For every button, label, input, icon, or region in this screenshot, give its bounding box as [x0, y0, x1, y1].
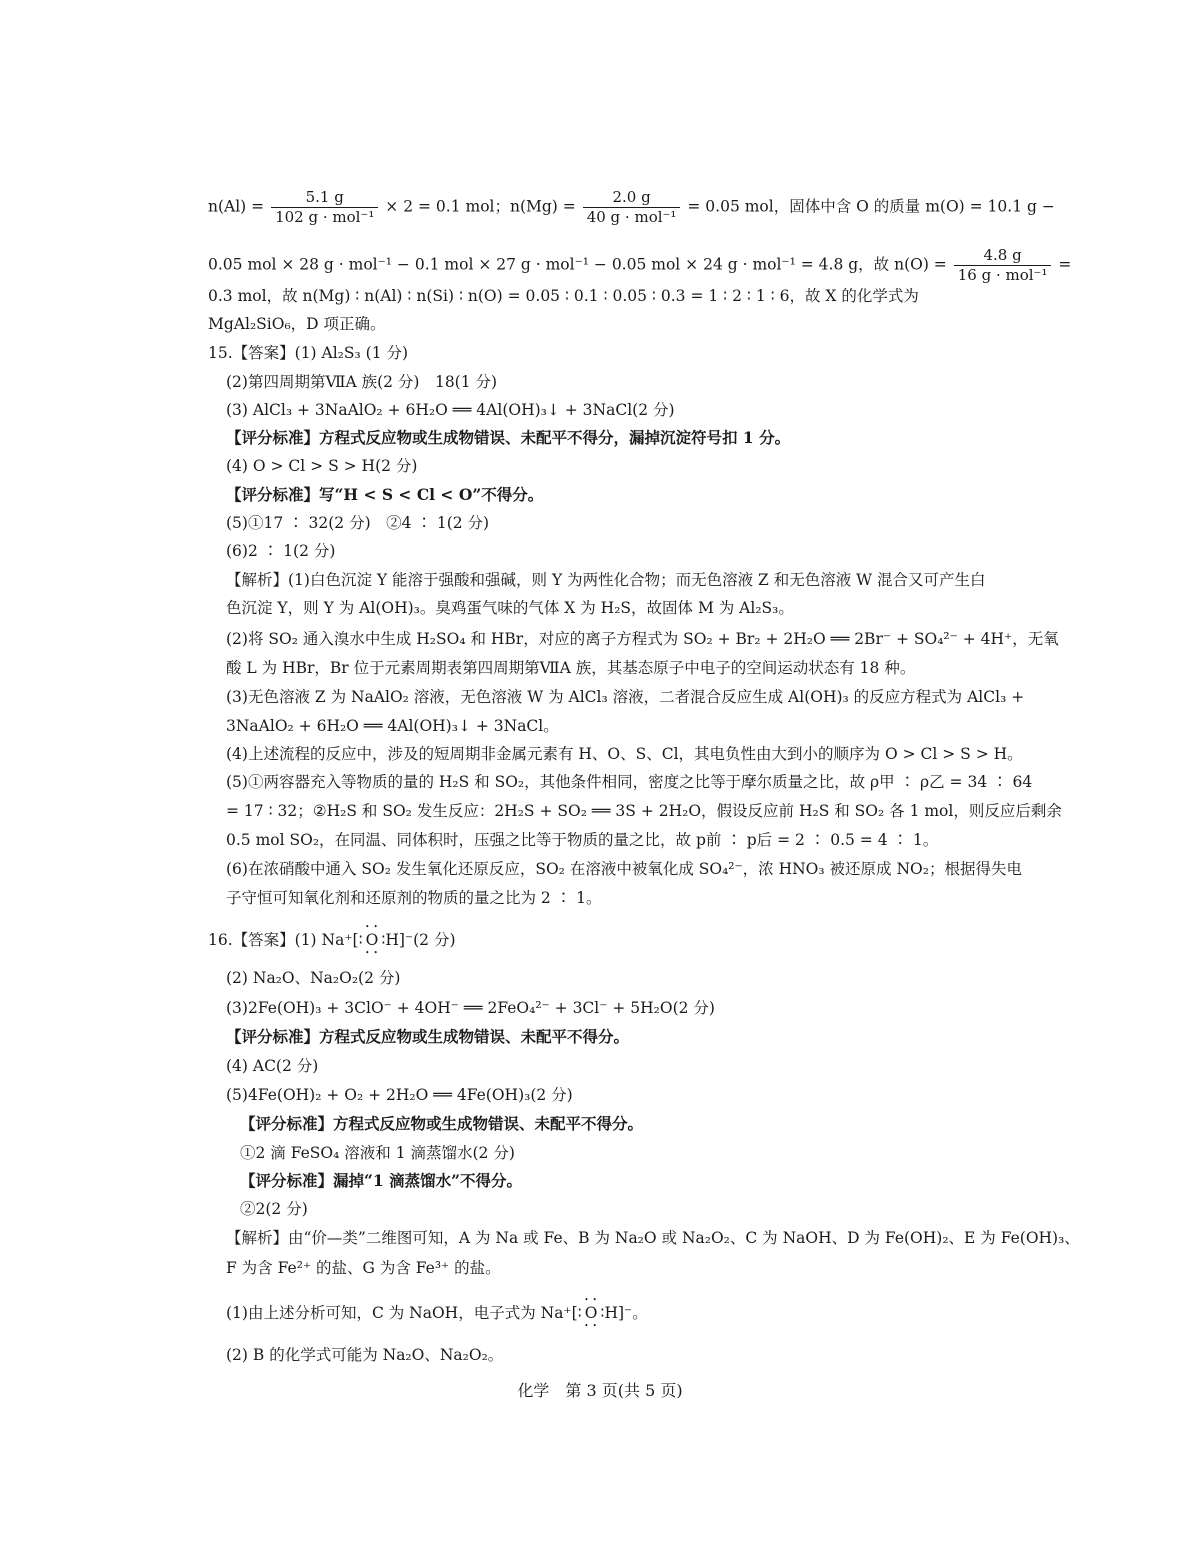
q15-analysis-2: (2)将 SO₂ 通入溴水中生成 H₂SO₄ 和 HBr，对应的离子方程式为 SO₂ + Br₂ + 2H₂O ══ 2Br⁻ + SO₄²⁻ + 4H⁺，无氧: [226, 630, 1059, 648]
q16-scoring-2: 【评分标准】方程式反应物或生成物错误、未配平不得分。: [240, 1114, 644, 1133]
q15-analysis-3b: 3NaAlO₂ + 6H₂O ══ 4Al(OH)₃↓ + 3NaCl。: [226, 717, 559, 735]
calc-text: =: [1053, 255, 1072, 274]
q16-part4: (4) AC(2 分): [226, 1057, 319, 1075]
q16-analysis-2: [226, 1303, 648, 1323]
q16-analysis-1b: F 为含 Fe²⁺ 的盐、G 为含 Fe³⁺ 的盐。: [226, 1259, 501, 1277]
q16-part5b: ②2(2 分): [240, 1200, 308, 1218]
calc-text: × 2 = 0.1 mol；n(Mg) =: [380, 197, 581, 216]
calc-line-4: MgAl₂SiO₆，D 项正确。: [208, 315, 386, 333]
q15-part6: (6)2 ∶ 1(2 分): [226, 542, 336, 560]
fraction-al: [271, 188, 378, 227]
fraction-mg: [583, 188, 681, 227]
q15-analysis-5b: = 17 ∶ 32；②H₂S 和 SO₂ 发生反应：2H₂S + SO₂ ══ 3S + 2H₂O，假设反应前 H₂S 和 SO₂ 各 1 mol，则反应后剩余: [226, 802, 1062, 820]
calc-text: n(Al) =: [208, 197, 270, 216]
calc-text: 0.05 mol × 28 g · mol⁻¹ − 0.1 mol × 27 g · mol⁻¹ − 0.05 mol × 24 g · mol⁻¹ = 4.8 g，故 n(O) =: [208, 255, 952, 274]
q15-analysis-1: 【解析】(1)白色沉淀 Y 能溶于强酸和强碱，则 Y 为两性化合物；而无色溶液 Z 和无色溶液 W 混合又可产生白: [226, 571, 986, 589]
q15-part5: (5)①17 ∶ 32(2 分) ②4 ∶ 1(2 分): [226, 514, 490, 532]
q15-scoring-1: 【评分标准】方程式反应物或生成物错误、未配平不得分，漏掉沉淀符号扣 1 分。: [226, 428, 791, 447]
fraction-denominator: 102 g · mol⁻¹: [275, 208, 375, 226]
oxygen-lewis-symbol: • • O • •: [582, 1303, 601, 1323]
calc-text: = 0.05 mol，固体中含 O 的质量 m(O) = 10.1 g −: [682, 197, 1055, 216]
calc-line-2: [208, 246, 1071, 285]
fraction-numerator: 5.1 g: [271, 188, 378, 208]
oxygen-lewis-symbol: • • O • •: [363, 930, 382, 950]
fraction-o: [954, 246, 1052, 285]
q15-analysis-5c: 0.5 mol SO₂，在同温、同体积时，压强之比等于物质的量之比，故 p前 ∶ p后 = 2 ∶ 0.5 = 4 ∶ 1。: [226, 831, 939, 849]
q16-part3: (3)2Fe(OH)₃ + 3ClO⁻ + 4OH⁻ ══ 2FeO₄²⁻ + 3Cl⁻ + 5H₂O(2 分): [226, 999, 715, 1017]
q16-analysis-2-suffix: ∶H]⁻。: [600, 1304, 648, 1322]
q16-answer: [208, 930, 456, 950]
q16-analysis-3: (2) B 的化学式可能为 Na₂O、Na₂O₂。: [226, 1346, 504, 1364]
q15-analysis-3: (3)无色溶液 Z 为 NaAlO₂ 溶液，无色溶液 W 为 AlCl₃ 溶液，二者混合反应生成 Al(OH)₃ 的反应方程式为 AlCl₃ +: [226, 688, 1025, 706]
q16-part5: (5)4Fe(OH)₂ + O₂ + 2H₂O ══ 4Fe(OH)₃(2 分): [226, 1086, 573, 1104]
q16-scoring-1: 【评分标准】方程式反应物或生成物错误、未配平不得分。: [226, 1027, 630, 1046]
q16-scoring-3: 【评分标准】漏掉“1 滴蒸馏水”不得分。: [240, 1171, 523, 1190]
q15-analysis-5: (5)①两容器充入等物质的量的 H₂S 和 SO₂，其他条件相同，密度之比等于摩尔质量之比，故 ρ甲 ∶ ρ乙 = 34 ∶ 64: [226, 773, 1033, 791]
q15-analysis-2b: 酸 L 为 HBr，Br 位于元素周期表第四周期第ⅦA 族，其基态原子中电子的空间运动状态有 18 种。: [226, 659, 916, 677]
q15-analysis-1b: 色沉淀 Y，则 Y 为 Al(OH)₃。臭鸡蛋气味的气体 X 为 H₂S，故固体 M 为 Al₂S₃。: [226, 599, 794, 617]
q15-part3: (3) AlCl₃ + 3NaAlO₂ + 6H₂O ══ 4Al(OH)₃↓ + 3NaCl(2 分): [226, 401, 675, 419]
page-footer: 化学 第 3 页(共 5 页): [517, 1381, 683, 1400]
calc-line-1: [208, 188, 1055, 227]
q16-analysis-2-prefix: (1)由上述分析可知，C 为 NaOH，电子式为 Na⁺[∶: [226, 1304, 582, 1322]
fraction-numerator: 4.8 g: [954, 246, 1052, 266]
fraction-denominator: 16 g · mol⁻¹: [957, 266, 1048, 284]
q16-part2: (2) Na₂O、Na₂O₂(2 分): [226, 969, 401, 987]
q16-analysis-1: 【解析】由“价—类”二维图可知，A 为 Na 或 Fe、B 为 Na₂O 或 Na₂O₂、C 为 NaOH、D 为 Fe(OH)₂、E 为 Fe(OH)₃、: [226, 1229, 1080, 1247]
q15-scoring-2: 【评分标准】写“H < S < Cl < O”不得分。: [226, 485, 544, 504]
q16-answer-suffix: ∶H]⁻(2 分): [381, 931, 456, 949]
q16-part5a: ①2 滴 FeSO₄ 溶液和 1 滴蒸馏水(2 分): [240, 1144, 515, 1162]
q15-analysis-6b: 子守恒可知氧化剂和还原剂的物质的量之比为 2 ∶ 1。: [226, 889, 602, 907]
q15-part4: (4) O > Cl > S > H(2 分): [226, 457, 418, 475]
fraction-numerator: 2.0 g: [583, 188, 681, 208]
calc-line-3: 0.3 mol，故 n(Mg) ∶ n(Al) ∶ n(Si) ∶ n(O) = 0.05 ∶ 0.1 ∶ 0.05 ∶ 0.3 = 1 ∶ 2 ∶ 1 ∶ 6，故 X 的化学式为: [208, 287, 919, 305]
fraction-denominator: 40 g · mol⁻¹: [586, 208, 677, 226]
q15-analysis-4: (4)上述流程的反应中，涉及的短周期非金属元素有 H、O、S、Cl，其电负性由大到小的顺序为 O > Cl > S > H。: [226, 745, 1023, 763]
q15-answer: 15.【答案】(1) Al₂S₃ (1 分): [208, 344, 409, 362]
q16-answer-prefix: 16.【答案】(1) Na⁺[∶: [208, 931, 363, 949]
q15-analysis-6: (6)在浓硝酸中通入 SO₂ 发生氧化还原反应，SO₂ 在溶液中被氧化成 SO₄²⁻，浓 HNO₃ 被还原成 NO₂；根据得失电: [226, 860, 1022, 878]
q15-part2: (2)第四周期第ⅦA 族(2 分) 18(1 分): [226, 373, 498, 391]
